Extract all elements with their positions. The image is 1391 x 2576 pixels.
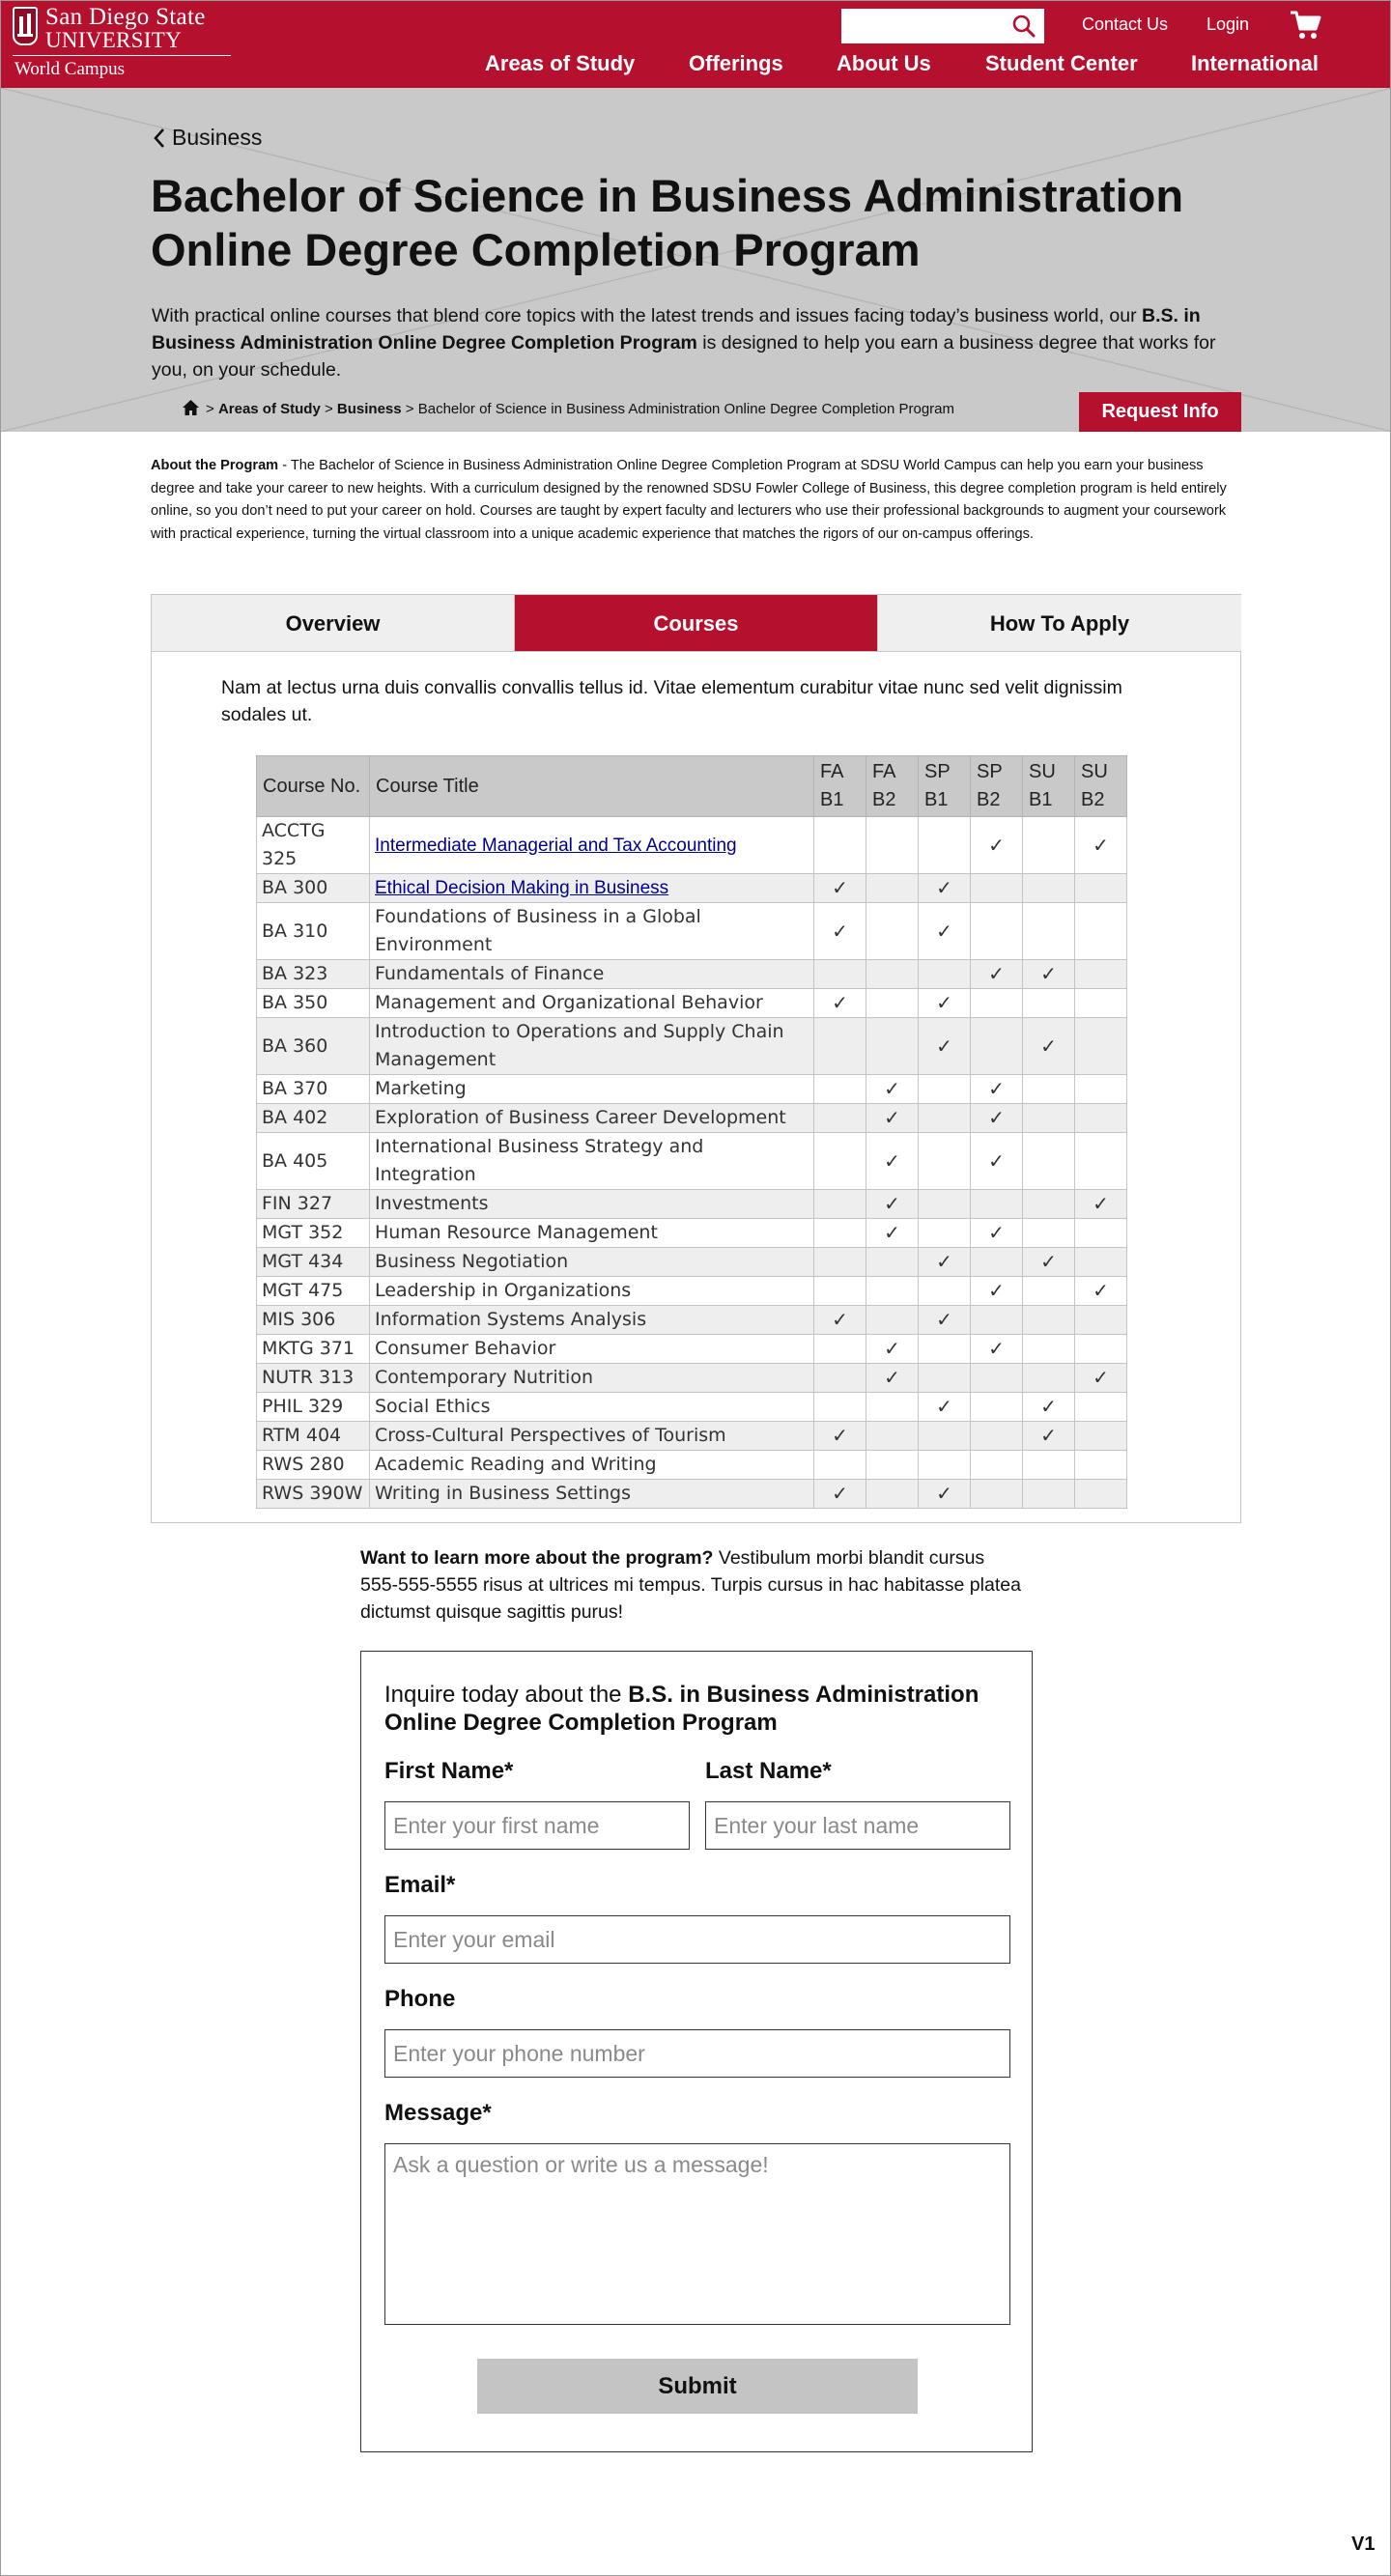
header-course-no: Course No. <box>257 756 370 817</box>
term-cell <box>1023 1480 1075 1509</box>
intro-program-name: B.S. in Business Administration Online Degree Completion Program <box>152 305 1201 354</box>
offered-check-icon: ✓ <box>814 1306 866 1335</box>
offered-check-icon: ✓ <box>919 1393 971 1422</box>
inquiry-form <box>360 1651 1033 2452</box>
term-cell <box>919 1422 971 1451</box>
email-field[interactable] <box>384 1915 1010 1964</box>
term-cell <box>814 1219 866 1248</box>
first-name-label: First Name* <box>384 1758 514 1784</box>
term-cell <box>919 1364 971 1393</box>
course-title: Contemporary Nutrition <box>370 1364 814 1393</box>
term-cell <box>866 1393 919 1422</box>
breadcrumb-separator: > <box>206 401 214 417</box>
last-name-label: Last Name* <box>705 1758 832 1784</box>
header-sp-b2: SP B2 <box>971 756 1023 817</box>
nav-student-center[interactable]: Student Center <box>985 51 1138 75</box>
term-cell <box>919 1219 971 1248</box>
header-course-title: Course Title <box>370 756 814 817</box>
course-title: Information Systems Analysis <box>370 1306 814 1335</box>
term-cell <box>866 903 919 960</box>
term-cell <box>1075 903 1127 960</box>
term-cell <box>919 960 971 989</box>
table-row <box>257 1277 1127 1306</box>
term-cell <box>814 1248 866 1277</box>
form-heading-text: Inquire today about the <box>384 1682 629 1708</box>
table-row <box>257 1422 1127 1451</box>
request-info-button[interactable]: Request Info <box>1079 392 1241 432</box>
table-row <box>257 817 1127 874</box>
offered-check-icon: ✓ <box>866 1335 919 1364</box>
term-cell <box>814 1277 866 1306</box>
term-cell <box>1075 989 1127 1018</box>
table-row <box>257 1364 1127 1393</box>
term-cell <box>1075 1248 1127 1277</box>
header-fa-b2: FA B2 <box>866 756 919 817</box>
table-row <box>257 1306 1127 1335</box>
table-row <box>257 1219 1127 1248</box>
term-cell <box>1075 1306 1127 1335</box>
offered-check-icon: ✓ <box>971 1335 1023 1364</box>
course-title: Management and Organizational Behavior <box>370 989 814 1018</box>
term-cell <box>971 1364 1023 1393</box>
header-su-b1: SU B1 <box>1023 756 1075 817</box>
course-title: Fundamentals of Finance <box>370 960 814 989</box>
last-name-field[interactable] <box>705 1801 1010 1850</box>
course-table-body <box>257 817 1127 1509</box>
offered-check-icon: ✓ <box>1075 1190 1127 1219</box>
course-title: Exploration of Business Career Development <box>370 1104 814 1133</box>
offered-check-icon: ✓ <box>1023 960 1075 989</box>
logo-line1: San Diego State <box>45 4 206 30</box>
back-link-label: Business <box>172 125 263 150</box>
term-cell <box>971 1190 1023 1219</box>
term-cell <box>1023 1277 1075 1306</box>
table-row <box>257 874 1127 903</box>
term-cell <box>814 1075 866 1104</box>
tab-how-to-apply[interactable]: How To Apply <box>878 595 1241 652</box>
term-cell <box>1075 1335 1127 1364</box>
term-cell <box>1023 1075 1075 1104</box>
term-cell <box>1023 1219 1075 1248</box>
course-number: RWS 390W <box>257 1480 370 1509</box>
term-cell <box>1023 1190 1075 1219</box>
nav-offerings[interactable]: Offerings <box>689 51 783 75</box>
offered-check-icon: ✓ <box>1023 1248 1075 1277</box>
term-cell <box>1075 1451 1127 1480</box>
logo-name <box>45 6 206 52</box>
course-number: MGT 434 <box>257 1248 370 1277</box>
course-number: BA 310 <box>257 903 370 960</box>
term-cell <box>1023 1364 1075 1393</box>
term-cell <box>1023 874 1075 903</box>
offered-check-icon: ✓ <box>814 903 866 960</box>
home-icon[interactable] <box>182 399 200 416</box>
term-cell <box>866 989 919 1018</box>
course-number: MGT 475 <box>257 1277 370 1306</box>
table-row <box>257 1190 1127 1219</box>
term-cell <box>919 1190 971 1219</box>
offered-check-icon: ✓ <box>919 903 971 960</box>
term-cell <box>971 989 1023 1018</box>
offered-check-icon: ✓ <box>971 960 1023 989</box>
term-cell <box>1023 1335 1075 1364</box>
term-cell <box>866 960 919 989</box>
term-cell <box>866 1480 919 1509</box>
course-title: Human Resource Management <box>370 1219 814 1248</box>
course-title <box>370 874 814 903</box>
course-title: Foundations of Business in a Global Environment <box>370 903 814 960</box>
hero-intro <box>152 302 1224 383</box>
term-cell <box>919 1335 971 1364</box>
term-cell <box>814 1451 866 1480</box>
term-cell <box>814 1364 866 1393</box>
offered-check-icon: ✓ <box>866 1104 919 1133</box>
term-cell <box>1023 817 1075 874</box>
offered-check-icon: ✓ <box>971 1075 1023 1104</box>
table-row <box>257 903 1127 960</box>
logo-subtitle: World Campus <box>14 59 126 79</box>
header-su-b2: SU B2 <box>1075 756 1127 817</box>
search-icon[interactable] <box>1011 14 1036 39</box>
offered-check-icon: ✓ <box>1023 1393 1075 1422</box>
term-cell <box>814 1393 866 1422</box>
term-cell <box>971 1393 1023 1422</box>
table-row <box>257 989 1127 1018</box>
table-row <box>257 1018 1127 1075</box>
logo-line2: UNIVERSITY <box>45 28 182 52</box>
offered-check-icon: ✓ <box>1075 817 1127 874</box>
course-number: PHIL 329 <box>257 1393 370 1422</box>
table-row <box>257 1133 1127 1190</box>
offered-check-icon: ✓ <box>971 1277 1023 1306</box>
term-cell <box>1075 1075 1127 1104</box>
course-title: Social Ethics <box>370 1393 814 1422</box>
term-cell <box>866 874 919 903</box>
nav-international[interactable]: International <box>1191 51 1320 75</box>
offered-check-icon: ✓ <box>919 1306 971 1335</box>
course-number: RWS 280 <box>257 1451 370 1480</box>
breadcrumb-separator: > <box>405 401 414 417</box>
intro-text: With practical online courses that blend core topics with the latest trends and issues facing today’s business world, our <box>152 305 1143 326</box>
breadcrumb-separator: > <box>324 401 333 417</box>
offered-check-icon: ✓ <box>866 1075 919 1104</box>
course-number: NUTR 313 <box>257 1364 370 1393</box>
chevron-left-icon <box>153 127 166 149</box>
course-number: BA 350 <box>257 989 370 1018</box>
course-number: MKTG 371 <box>257 1335 370 1364</box>
offered-check-icon: ✓ <box>919 989 971 1018</box>
table-header-row <box>257 756 1127 817</box>
offered-check-icon: ✓ <box>814 1422 866 1451</box>
course-number: RTM 404 <box>257 1422 370 1451</box>
table-row <box>257 1104 1127 1133</box>
course-title-link[interactable]: Intermediate Managerial and Tax Accounting <box>375 835 737 856</box>
intro-text-end: is designed to help you earn a business degree that works for you, on your schedule. <box>152 332 1216 381</box>
offered-check-icon: ✓ <box>1075 1277 1127 1306</box>
learn-more-heading: Want to learn more about the program? <box>360 1547 714 1569</box>
term-cell <box>866 1248 919 1277</box>
offered-check-icon: ✓ <box>1023 1422 1075 1451</box>
offered-check-icon: ✓ <box>919 1248 971 1277</box>
course-title: Academic Reading and Writing <box>370 1451 814 1480</box>
term-cell <box>971 874 1023 903</box>
term-cell <box>971 1018 1023 1075</box>
term-cell <box>971 1248 1023 1277</box>
table-row <box>257 1393 1127 1422</box>
form-heading <box>384 1681 1003 1737</box>
table-row <box>257 1248 1127 1277</box>
course-title: International Business Strategy and Integration <box>370 1133 814 1190</box>
term-cell <box>1075 960 1127 989</box>
offered-check-icon: ✓ <box>971 1219 1023 1248</box>
top-header <box>1 1 1391 88</box>
term-cell <box>971 903 1023 960</box>
tab-courses[interactable]: Courses <box>515 595 878 652</box>
course-title: Cross-Cultural Perspectives of Tourism <box>370 1422 814 1451</box>
term-cell <box>1075 1422 1127 1451</box>
phone-field[interactable] <box>384 2029 1010 2078</box>
course-table <box>256 755 1127 1509</box>
course-title: Leadership in Organizations <box>370 1277 814 1306</box>
hero-banner <box>1 88 1391 432</box>
cart-icon[interactable] <box>1290 10 1322 41</box>
term-cell <box>919 1075 971 1104</box>
course-number: BA 360 <box>257 1018 370 1075</box>
table-row <box>257 1075 1127 1104</box>
message-label: Message* <box>384 2100 492 2126</box>
term-cell <box>919 1451 971 1480</box>
course-title: Business Negotiation <box>370 1248 814 1277</box>
breadcrumb-current: Bachelor of Science in Business Administration Online Degree Completion Program <box>417 401 954 417</box>
table-row <box>257 1451 1127 1480</box>
nav-areas-of-study[interactable]: Areas of Study <box>485 51 636 75</box>
about-label: About the Program <box>151 458 279 473</box>
first-name-field[interactable] <box>384 1801 690 1850</box>
course-number: BA 402 <box>257 1104 370 1133</box>
term-cell <box>866 1422 919 1451</box>
term-cell <box>814 1133 866 1190</box>
breadcrumb <box>182 399 954 417</box>
term-cell <box>1075 1219 1127 1248</box>
term-cell <box>971 1451 1023 1480</box>
term-cell <box>1075 1104 1127 1133</box>
offered-check-icon: ✓ <box>919 874 971 903</box>
search-box <box>841 9 1044 43</box>
offered-check-icon: ✓ <box>1023 1018 1075 1075</box>
term-cell <box>866 1306 919 1335</box>
offered-check-icon: ✓ <box>866 1219 919 1248</box>
term-cell <box>866 1451 919 1480</box>
term-cell <box>919 1277 971 1306</box>
offered-check-icon: ✓ <box>866 1190 919 1219</box>
course-number: ACCTG 325 <box>257 817 370 874</box>
phone-label: Phone <box>384 1986 456 2012</box>
course-title: Introduction to Operations and Supply Chain Management <box>370 1018 814 1075</box>
course-number: MIS 306 <box>257 1306 370 1335</box>
term-cell <box>1075 1018 1127 1075</box>
course-title: Marketing <box>370 1075 814 1104</box>
term-cell <box>814 1104 866 1133</box>
offered-check-icon: ✓ <box>814 1480 866 1509</box>
logo-divider <box>13 55 231 56</box>
term-cell <box>814 960 866 989</box>
term-cell <box>919 1104 971 1133</box>
email-label: Email* <box>384 1872 456 1898</box>
program-tabs <box>151 594 1241 1523</box>
term-cell <box>1023 903 1075 960</box>
nav-about-us[interactable]: About Us <box>837 51 931 75</box>
term-cell <box>971 1480 1023 1509</box>
version-label: V1 <box>1351 2534 1376 2555</box>
term-cell <box>971 1422 1023 1451</box>
course-title <box>370 817 814 874</box>
courses-intro: Nam at lectus urna duis convallis convallis tellus id. Vitae elementum curabitur vitae nunc sed velit dignissim sodales ut. <box>221 677 1122 725</box>
learn-more-text: Vestibulum morbi blandit cursus 555-555-5555 risus at ultrices mi tempus. Turpis cursus in hac habitasse platea dictumst quisque sagittis purus! <box>360 1547 1021 1623</box>
term-cell <box>814 817 866 874</box>
term-cell <box>866 1018 919 1075</box>
search-input[interactable] <box>841 9 1006 43</box>
about-program <box>151 455 1247 546</box>
term-cell <box>1023 1306 1075 1335</box>
term-cell <box>1075 1393 1127 1422</box>
term-cell <box>1075 1480 1127 1509</box>
course-number: BA 323 <box>257 960 370 989</box>
term-cell <box>814 1190 866 1219</box>
table-row <box>257 960 1127 989</box>
offered-check-icon: ✓ <box>971 1104 1023 1133</box>
submit-button[interactable]: Submit <box>477 2359 918 2414</box>
term-cell <box>1023 1133 1075 1190</box>
course-number: BA 370 <box>257 1075 370 1104</box>
table-row <box>257 1335 1127 1364</box>
course-number: MGT 352 <box>257 1219 370 1248</box>
offered-check-icon: ✓ <box>971 817 1023 874</box>
course-title: Investments <box>370 1190 814 1219</box>
form-heading-program: B.S. in Business Administration Online Degree Completion Program <box>384 1682 979 1736</box>
offered-check-icon: ✓ <box>814 874 866 903</box>
term-cell <box>1023 989 1075 1018</box>
term-cell <box>919 817 971 874</box>
login-link[interactable]: Login <box>1206 14 1250 34</box>
breadcrumb-areas-of-study[interactable]: Areas of Study <box>217 401 321 417</box>
offered-check-icon: ✓ <box>866 1364 919 1393</box>
offered-check-icon: ✓ <box>919 1018 971 1075</box>
term-cell <box>919 1133 971 1190</box>
term-cell <box>866 817 919 874</box>
course-number: BA 300 <box>257 874 370 903</box>
term-cell <box>866 1277 919 1306</box>
header-fa-b1: FA B1 <box>814 756 866 817</box>
course-number: FIN 327 <box>257 1190 370 1219</box>
tab-overview[interactable]: Overview <box>152 595 515 652</box>
breadcrumb-business[interactable]: Business <box>336 401 402 417</box>
course-title-link[interactable]: Ethical Decision Making in Business <box>375 878 669 898</box>
offered-check-icon: ✓ <box>1075 1364 1127 1393</box>
term-cell <box>1075 1133 1127 1190</box>
learn-more <box>360 1544 1027 1626</box>
course-number: BA 405 <box>257 1133 370 1190</box>
page-title: Bachelor of Science in Business Administration Online Degree Completion Program <box>151 170 1184 275</box>
crest-icon <box>13 7 38 45</box>
about-text: - The Bachelor of Science in Business Administration Online Degree Completion Program at SDSU World Campus can help you earn your business degree and take your career to new heights. With a curriculum designed by the renowned SDSU Fowler College of Business, this degree completion program is held entirely online, so you don’t need to put your career on hold. Courses are taught by expert faculty and lecturers who use their professional backgrounds to augment your coursework with practical experience, turning the virtual classroom into a unique academic experience that matches the rigors of our on-campus offerings. <box>151 458 1227 542</box>
term-cell <box>1075 874 1127 903</box>
offered-check-icon: ✓ <box>814 989 866 1018</box>
offered-check-icon: ✓ <box>919 1480 971 1509</box>
message-field[interactable] <box>384 2143 1010 2325</box>
course-title: Writing in Business Settings <box>370 1480 814 1509</box>
offered-check-icon: ✓ <box>971 1133 1023 1190</box>
table-row <box>257 1480 1127 1509</box>
offered-check-icon: ✓ <box>866 1133 919 1190</box>
term-cell <box>1023 1451 1075 1480</box>
term-cell <box>814 1335 866 1364</box>
header-sp-b1: SP B1 <box>919 756 971 817</box>
term-cell <box>971 1306 1023 1335</box>
course-title: Consumer Behavior <box>370 1335 814 1364</box>
term-cell <box>814 1018 866 1075</box>
contact-us-link[interactable]: Contact Us <box>1082 14 1169 34</box>
term-cell <box>1023 1104 1075 1133</box>
